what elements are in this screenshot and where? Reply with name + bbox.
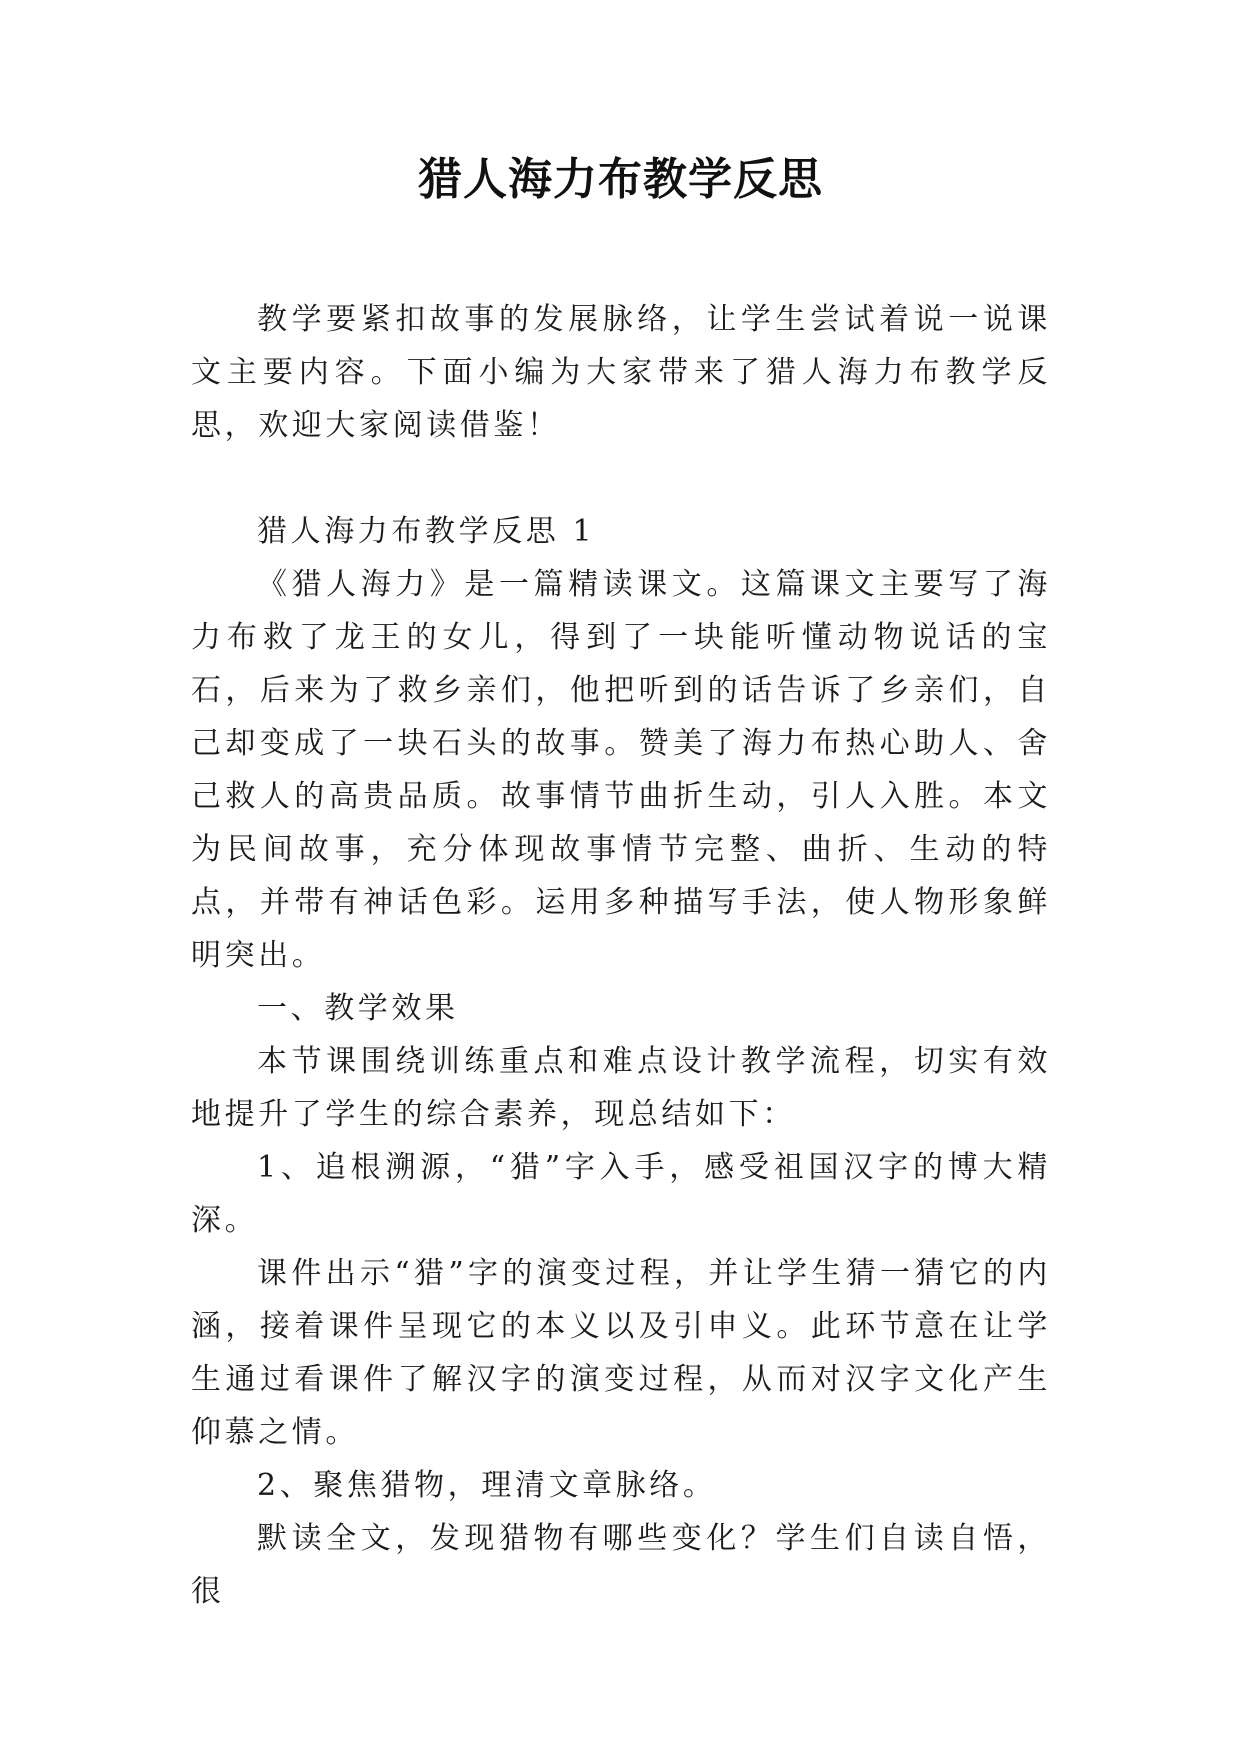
intro-paragraph: 教学要紧扣故事的发展脉络，让学生尝试着说一说课文主要内容。下面小编为大家带来了猎人海力布教学反思，欢迎大家阅读借鉴！ xyxy=(191,302,1051,443)
body-paragraph: 本节课围绕训练重点和难点设计教学流程，切实有效地提升了学生的综合素养，现总结如下： xyxy=(191,1044,1051,1132)
document-title: 猎人海力布教学反思 xyxy=(418,154,823,205)
subheading-teaching-effect: 一、教学效果 xyxy=(257,991,459,1026)
body-paragraph: 《猎人海力》是一篇精读课文。这篇课文主要写了海力布救了龙王的女儿，得到了一块能听懂动物说话的宝石，后来为了救乡亲们，他把听到的话告诉了乡亲们，自己却变成了一块石头的故事。赞美了海力布热心助人、舍己救人的高贵品质。故事情节曲折生动，引人入胜。本文为民间故事，充分体现故事情节完整、曲折、生动的特点，并带有神话色彩。运用多种描写手法，使人物形象鲜明突出。 xyxy=(191,567,1051,973)
body-paragraph: 默读全文，发现猎物有哪些变化？学生们自读自悟，很 xyxy=(191,1521,1051,1609)
list-item-1: 1、追根溯源，“猎”字入手，感受祖国汉字的博大精深。 xyxy=(191,1150,1051,1238)
section-heading: 猎人海力布教学反思 1 xyxy=(257,514,596,549)
list-item-2: 2、聚焦猎物，理清文章脉络。 xyxy=(257,1468,717,1503)
document-body xyxy=(191,293,1051,1618)
paragraph-gap xyxy=(191,452,1051,505)
body-paragraph: 课件出示“猎”字的演变过程，并让学生猜一猜它的内涵，接着课件呈现它的本义以及引申义。此环节意在让学生通过看课件了解汉字的演变过程，从而对汉字文化产生仰慕之情。 xyxy=(191,1256,1051,1450)
